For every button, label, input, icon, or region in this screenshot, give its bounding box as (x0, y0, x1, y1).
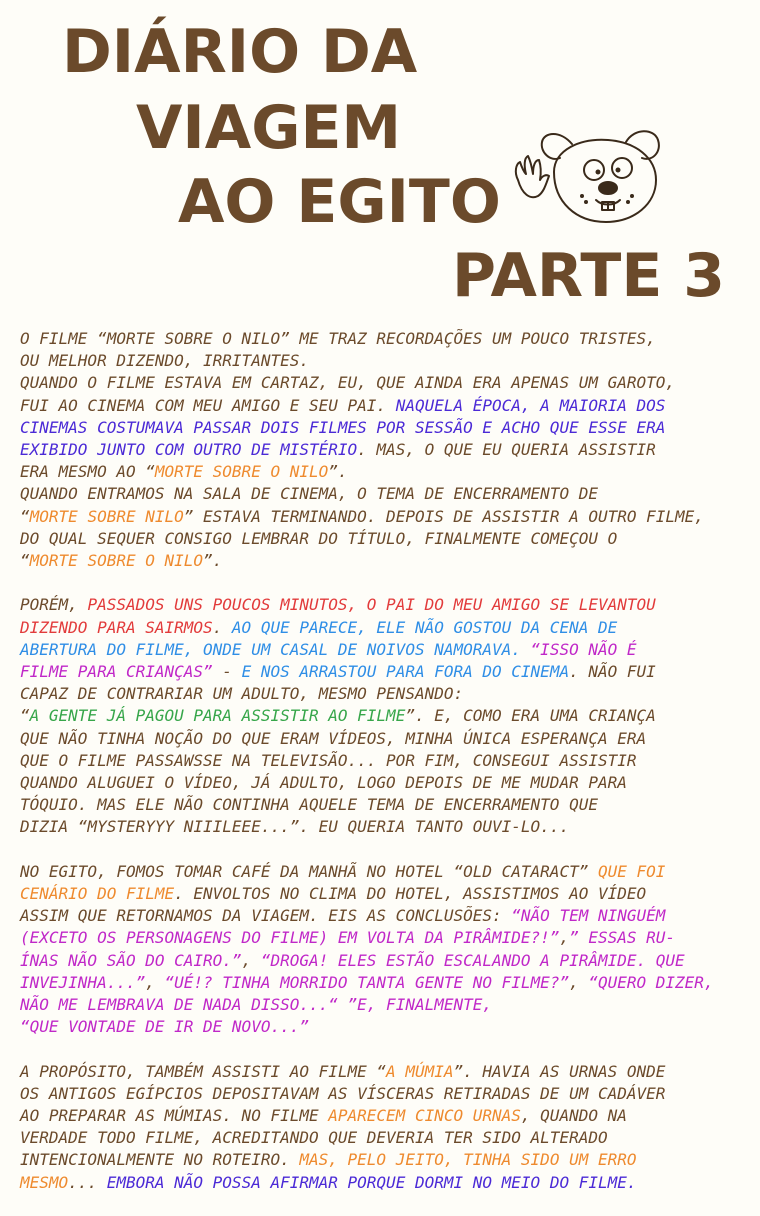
highlight-purple: EMBORA NÃO POSSA AFIRMAR PORQUE DORMI NO MEIO DO FILME. (106, 1172, 637, 1192)
text-line: A PROPÓSITO, TAMBÉM ASSISTI AO FILME “A MÚMIA”. HAVIA AS URNAS ONDE (20, 1061, 666, 1081)
text-line (20, 994, 750, 1016)
highlight-magenta: ” ESSAS RU- (569, 928, 676, 948)
title-line-1: DIÁRIO DA (62, 17, 418, 87)
text-line: EXIBIDO JUNTO COM OUTRO DE MISTÉRIO. MAS, O QUE EU QUERIA ASSISTIR (20, 440, 656, 460)
paragraph-1 (20, 328, 750, 572)
text-line: OU MELHOR DIZENDO, IRRITANTES. (20, 351, 309, 371)
highlight-orange: A MÚMIA (386, 1061, 454, 1081)
text-line: MESMO... EMBORA NÃO POSSA AFIRMAR PORQUE DORMI NO MEIO DO FILME. (20, 1172, 637, 1192)
text-line: “MORTE SOBRE NILO” ESTAVA TERMINANDO. DEPOIS DE ASSISTIR A OUTRO FILME, (20, 506, 704, 526)
diary-text (20, 328, 750, 1216)
highlight-magenta: “DROGA! ELES ESTÃO ESCALANDO A PIRÂMIDE. QUE (260, 950, 685, 970)
title-line-4: PARTE 3 (452, 241, 725, 311)
title-line-2: VIAGEM (136, 93, 402, 163)
highlight-orange: CENÁRIO DO FILME (20, 884, 175, 904)
highlight-magenta: NÃO ME LEMBRAVA DE NADA DISSO...“ (20, 995, 338, 1015)
highlight-orange: MESMO (20, 1172, 69, 1192)
highlight-magenta: FILME PARA CRIANÇAS” (20, 662, 213, 682)
highlight-purple: EXIBIDO JUNTO COM OUTRO DE MISTÉRIO (20, 440, 358, 460)
text-line: ASSIM QUE RETORNAMOS DA VIAGEM. EIS AS CONCLUSÕES: “NÃO TEM NINGUÉM (20, 906, 666, 926)
text-line: PORÉM, PASSADOS UNS POUCOS MINUTOS, O PAI DO MEU AMIGO SE LEVANTOU (20, 595, 656, 615)
text-line: DIZIA “MYSTERYYY NIIILEEE...”. EU QUERIA TANTO OUVI-LO... (20, 817, 570, 837)
text-line: QUE NÃO TINHA NOÇÃO DO QUE ERAM VÍDEOS, MINHA ÚNICA ESPERANÇA ERA (20, 728, 647, 748)
highlight-orange: MORTE SOBRE O NILO (154, 462, 329, 482)
highlight-magenta: “NÃO TEM NINGUÉM (511, 906, 666, 926)
text-line: QUE O FILME PASSAWSSE NA TELEVISÃO... POR FIM, CONSEGUI ASSISTIR (20, 750, 637, 770)
text-line: NO EGITO, FOMOS TOMAR CAFÉ DA MANHÃ NO HOTEL “OLD CATARACT” QUE FOI (20, 861, 666, 881)
highlight-purple: NAQUELA ÉPOCA, A MAIORIA DOS (395, 395, 666, 415)
highlight-orange: MAS, PELO JEITO, TINHA SIDO UM ERRO (299, 1150, 637, 1170)
text-line: TÓQUIO. MAS ELE NÃO CONTINHA AQUELE TEMA DE ENCERRAMENTO QUE (20, 795, 598, 815)
text-line: QUANDO ALUGUEI O VÍDEO, JÁ ADULTO, LOGO DEPOIS DE ME MUDAR PARA (20, 773, 627, 793)
highlight-orange: MORTE SOBRE NILO (29, 506, 184, 526)
highlight-magenta: (EXCETO OS PERSONAGENS DO FILME) EM VOLTA DA PIRÂMIDE?!” (20, 928, 560, 948)
dog-waving-icon (510, 122, 670, 232)
highlight-magenta: “QUE VONTADE DE IR DE NOVO...” (20, 1017, 309, 1037)
highlight-magenta: ”E, FINALMENTE, (337, 995, 493, 1015)
text-line: VERDADE TODO FILME, ACREDITANDO QUE DEVERIA TER SIDO ALTERADO (20, 1128, 608, 1148)
paragraph-3 (20, 861, 750, 1039)
text-line: ERA MESMO AO “MORTE SOBRE O NILO”. (20, 462, 348, 482)
title-line-3: AO EGITO (178, 167, 501, 237)
text-line: DO QUAL SEQUER CONSIGO LEMBRAR DO TÍTULO, FINALMENTE COMEÇOU O (20, 528, 618, 548)
paragraph-2 (20, 594, 750, 838)
text-line: INVEJINHA...”, “UÉ!? TINHA MORRIDO TANTA GENTE NO FILME?”, “QUERO DIZER, (20, 972, 714, 992)
highlight-green: A GENTE JÁ PAGOU PARA ASSISTIR AO FILME (29, 706, 406, 726)
text-line: OS ANTIGOS EGÍPCIOS DEPOSITAVAM AS VÍSCERAS RETIRADAS DE UM CADÁVER (20, 1083, 666, 1103)
highlight-orange: QUE FOI (597, 861, 666, 881)
text-line: “MORTE SOBRE O NILO”. (20, 551, 223, 571)
highlight-magenta: ÍNAS NÃO SÃO DO CAIRO.” (20, 950, 242, 970)
text-line: CENÁRIO DO FILME. ENVOLTOS NO CLIMA DO HOTEL, ASSISTIMOS AO VÍDEO (20, 884, 647, 904)
text-line: DIZENDO PARA SAIRMOS. AO QUE PARECE, ELE NÃO GOSTOU DA CENA DE (20, 617, 618, 637)
text-line: (EXCETO OS PERSONAGENS DO FILME) EM VOLTA DA PIRÂMIDE?!”,” ESSAS RU- (20, 928, 676, 948)
text-line: CAPAZ DE CONTRARIAR UM ADULTO, MESMO PENSANDO: (20, 684, 464, 704)
paragraph-4 (20, 1061, 750, 1194)
text-line: INTENCIONALMENTE NO ROTEIRO. MAS, PELO JEITO, TINHA SIDO UM ERRO (20, 1150, 637, 1170)
highlight-red: PASSADOS UNS POUCOS MINUTOS, O PAI DO MEU AMIGO SE LEVANTOU (87, 595, 656, 615)
highlight-purple: CINEMAS COSTUMAVA PASSAR DOIS FILMES POR SESSÃO E ACHO QUE ESSE ERA (20, 417, 666, 437)
text-line: AO PREPARAR AS MÚMIAS. NO FILME APARECEM CINCO URNAS, QUANDO NA (20, 1106, 627, 1126)
text-line: O FILME “MORTE SOBRE O NILO” ME TRAZ RECORDAÇÕES UM POUCO TRISTES, (20, 329, 656, 348)
text-line: QUANDO ENTRAMOS NA SALA DE CINEMA, O TEMA DE ENCERRAMENTO DE (20, 484, 598, 504)
highlight-magenta: “QUERO DIZER, (588, 972, 714, 992)
highlight-blue: E NOS ARRASTOU PARA FORA DO CINEMA (241, 662, 570, 682)
highlight-red: DIZENDO PARA SAIRMOS (20, 617, 213, 637)
highlight-blue: AO QUE PARECE, ELE NÃO GOSTOU DA CENA DE (231, 617, 618, 637)
highlight-orange: MORTE SOBRE O NILO (29, 551, 204, 571)
text-line: ÍNAS NÃO SÃO DO CAIRO.”, “DROGA! ELES ESTÃO ESCALANDO A PIRÂMIDE. QUE (20, 950, 685, 970)
text-line: FILME PARA CRIANÇAS” - E NOS ARRASTOU PARA FORA DO CINEMA. NÃO FUI (20, 662, 656, 682)
text-line (20, 639, 750, 661)
highlight-magenta: “UÉ!? TINHA MORRIDO TANTA GENTE NO FILME?” (164, 972, 570, 992)
text-line: FUI AO CINEMA COM MEU AMIGO E SEU PAI. NAQUELA ÉPOCA, A MAIORIA DOS (20, 395, 666, 415)
highlight-blue: ABERTURA DO FILME, ONDE UM CASAL DE NOIVOS NAMORAVA. (20, 639, 531, 659)
highlight-magenta: INVEJINHA...” (20, 972, 146, 992)
text-line: “A GENTE JÁ PAGOU PARA ASSISTIR AO FILME”. E, COMO ERA UMA CRIANÇA (20, 706, 656, 726)
highlight-magenta: “ISSO NÃO É (530, 639, 637, 659)
highlight-orange: APARECEM CINCO URNAS (328, 1106, 521, 1126)
text-line: QUANDO O FILME ESTAVA EM CARTAZ, EU, QUE AINDA ERA APENAS UM GAROTO, (20, 373, 676, 393)
